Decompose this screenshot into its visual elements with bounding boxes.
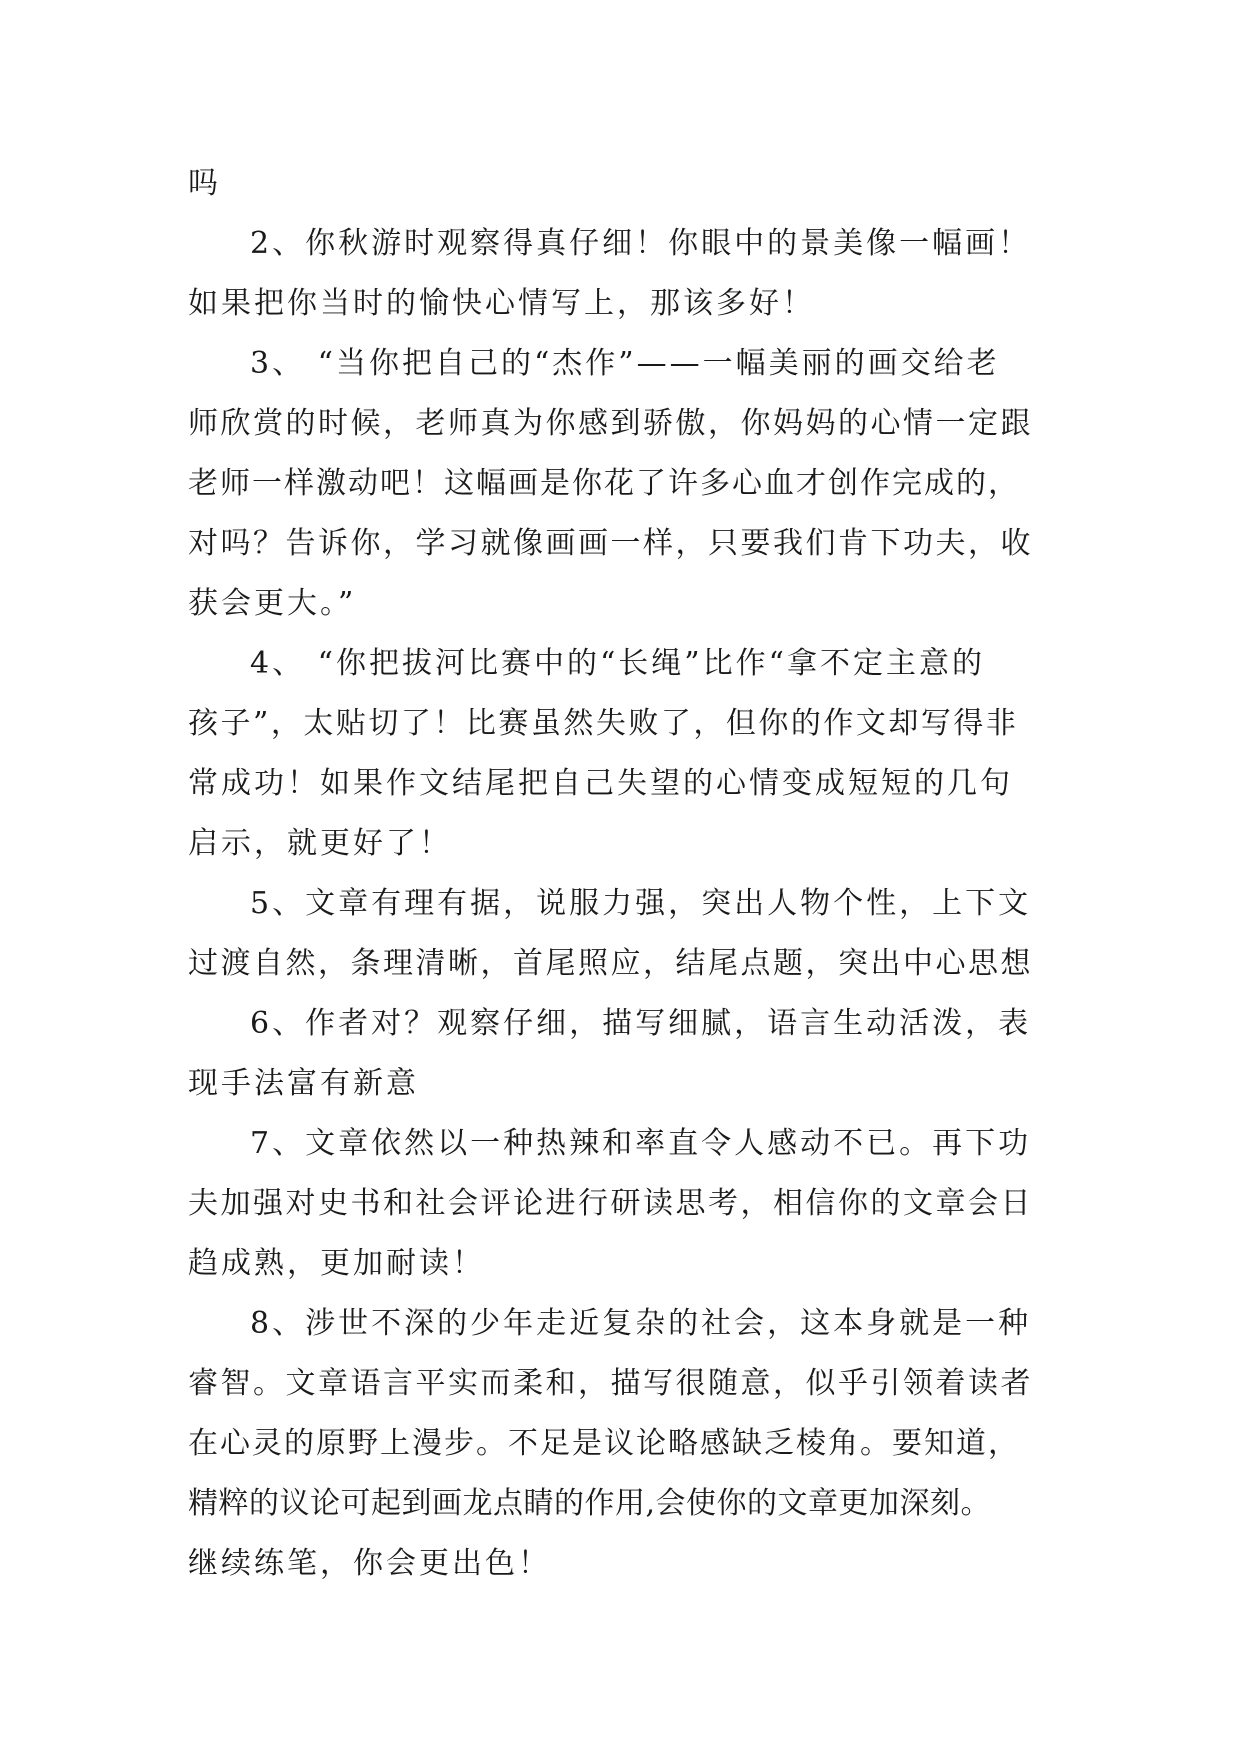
comment-7-line-1: 7、文章依然以一种热辣和率直令人感动不已。再下功 [250,1126,1032,1161]
comment-4-line-3: 常成功！如果作文结尾把自己失望的心情变成短短的几句 [188,766,1013,801]
comment-3-line-3: 老师一样激动吧！这幅画是你花了许多心血才创作完成的， [188,466,1020,501]
comment-8-line-4: 精粹的议论可起到画龙点睛的作用,会使你的文章更加深刻。 [188,1486,992,1521]
comment-6-line-2: 现手法富有新意 [188,1066,419,1101]
comment-8-line-3: 在心灵的原野上漫步。不足是议论略感缺乏棱角。要知道， [188,1426,1020,1461]
comment-2-line-2: 如果把你当时的愉快心情写上，那该多好！ [188,286,815,321]
comment-7-line-3: 趋成熟，更加耐读！ [188,1246,485,1281]
comment-8-line-1: 8、涉世不深的少年走近复杂的社会，这本身就是一种 [250,1306,1032,1341]
comment-3-line-4: 对吗？告诉你，学习就像画画一样，只要我们肯下功夫，收 [188,526,1033,561]
comment-3-line-1: 3、 “当你把自己的“杰作”——一幅美丽的画交给老 [250,346,1000,381]
comment-8-line-2: 睿智。文章语言平实而柔和，描写很随意，似乎引领着读者 [188,1366,1033,1401]
comment-2-line-1: 2、你秋游时观察得真仔细！你眼中的景美像一幅画！ [250,226,1032,261]
paragraph-1-continuation: 吗 [188,166,221,201]
comment-4-line-2: 孩子”，太贴切了！比赛虽然失败了，但你的作文却写得非 [188,706,1019,741]
comment-4-line-4: 启示，就更好了！ [188,826,452,861]
comment-7-line-2: 夫加强对史书和社会评论进行研读思考，相信你的文章会日 [188,1186,1033,1221]
comment-8-line-5: 继续练笔，你会更出色！ [188,1546,551,1581]
comment-5-line-2: 过渡自然，条理清晰，首尾照应，结尾点题，突出中心思想 [188,946,1033,981]
document-body [188,154,1060,1594]
comment-3-line-2: 师欣赏的时候，老师真为你感到骄傲，你妈妈的心情一定跟 [188,406,1033,441]
comment-5-line-1: 5、文章有理有据，说服力强，突出人物个性，上下文 [250,886,1032,921]
comment-6-line-1: 6、作者对？观察仔细，描写细腻，语言生动活泼，表 [250,1006,1032,1041]
comment-3-line-5: 获会更大。” [188,586,357,621]
comment-4-line-1: 4、 “你把拔河比赛中的“长绳”比作“拿不定主意的 [250,646,985,681]
